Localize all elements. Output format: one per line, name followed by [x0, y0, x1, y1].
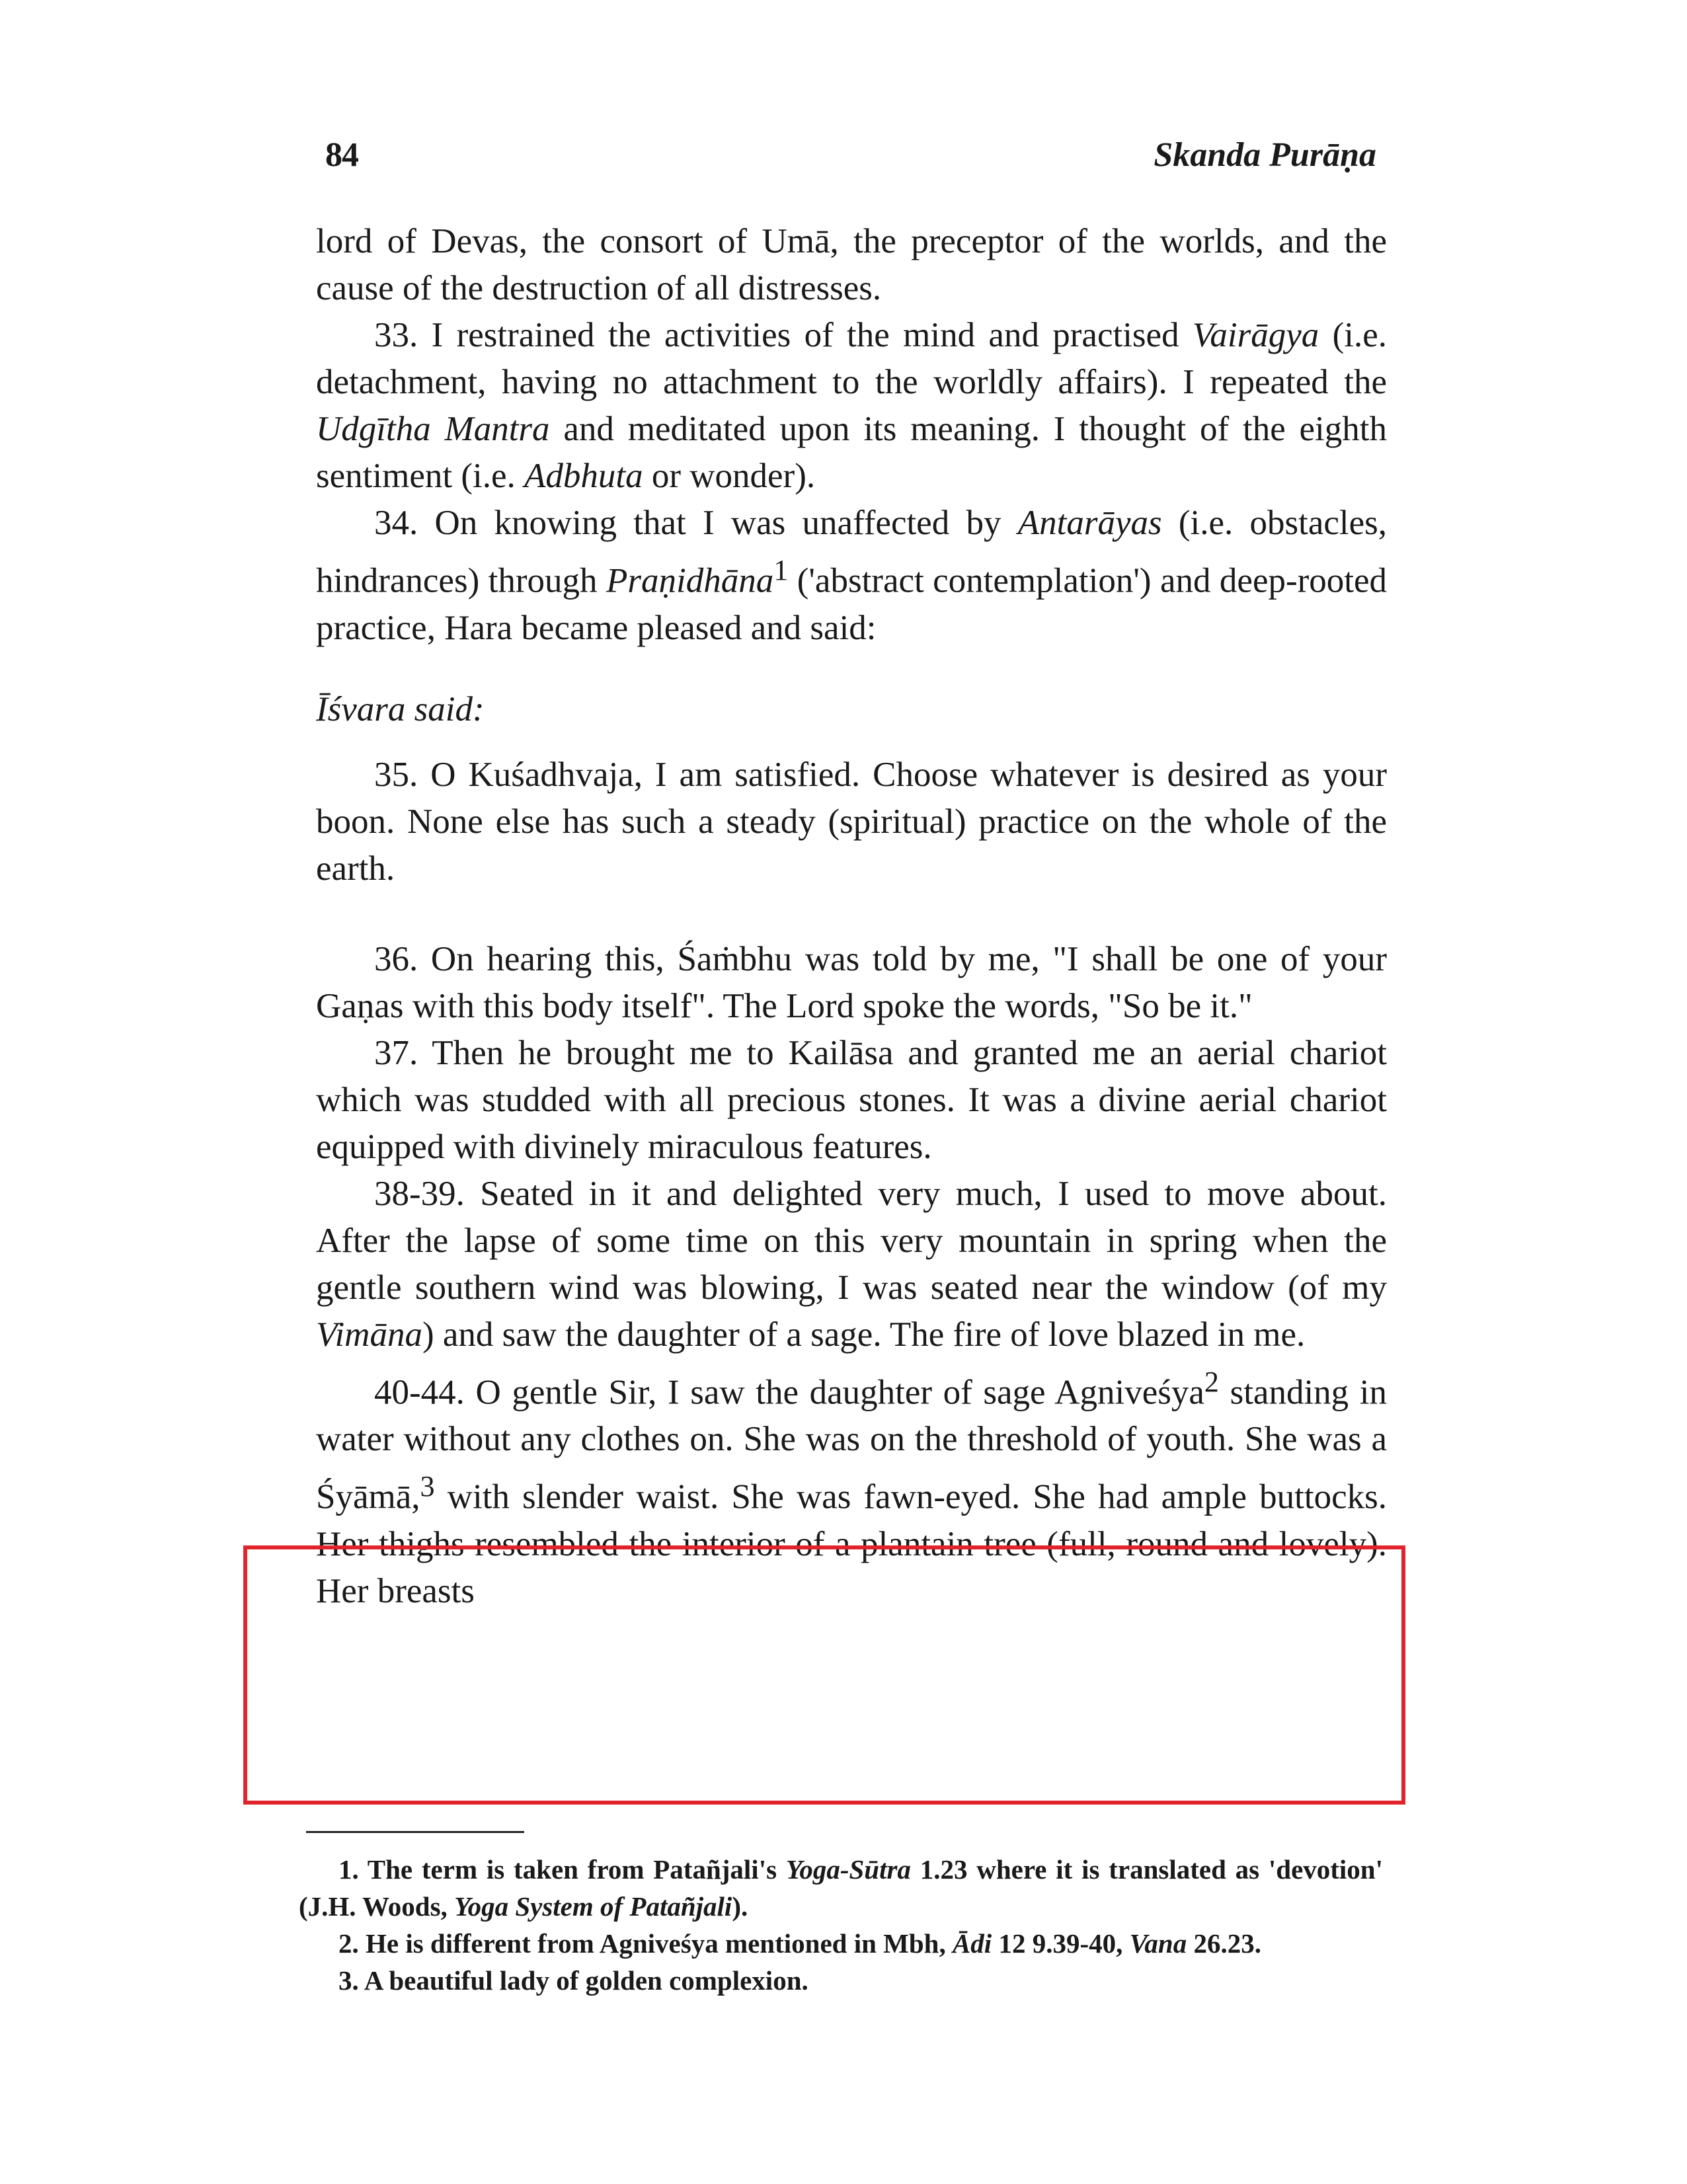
verse-text: O Kuśadhvaja, I am satisfied. Choose whatever is desired as your boon. None else has such a steady (spiritual) practice on the whole of the earth.	[316, 755, 1387, 888]
verse-number: 35.	[374, 755, 418, 794]
verse-text: or wonder).	[651, 457, 816, 495]
footnote-italic: Yoga System of Patañjali	[454, 1891, 732, 1922]
running-title: Skanda Purāṇa	[1154, 136, 1376, 174]
footnote-text: 12 9.39-40,	[998, 1928, 1123, 1959]
verse-35	[316, 752, 1387, 892]
verse-text: standing in water without any clothes on. She was on the threshold of youth. She was a Śyāmā,	[316, 1373, 1387, 1516]
verse-italic-term: Udgītha Mantra	[316, 410, 550, 448]
verse-text: and meditated upon its meaning. I thought of the eighth sentiment (i.e.	[316, 410, 1388, 495]
footnotes	[299, 1851, 1383, 1999]
body-text	[316, 218, 1387, 1615]
verse-number: 37.	[374, 1033, 418, 1072]
verse-italic-term: Antarāyas	[1017, 504, 1162, 542]
footnote-italic: Yoga-Sūtra	[785, 1854, 911, 1885]
footnote-text: 26.23.	[1193, 1928, 1261, 1959]
footnote-marker: 2	[1204, 1365, 1219, 1398]
verse-text: Then he brought me to Kailāsa and granted me an aerial chariot which was studded with all precious stones. It was a divine aerial chariot equipped with divinely miraculous features.	[316, 1033, 1388, 1166]
footnote-text: ).	[732, 1891, 748, 1922]
verse-36	[316, 936, 1387, 1030]
highlight-box	[243, 1545, 1405, 1805]
verse-text: ) and saw the daughter of a sage. The fire of love blazed in me.	[422, 1315, 1306, 1354]
footnote-text: 1.23 where it is translated as 'devotion' (J.H. Woods,	[299, 1854, 1384, 1922]
footnote-italic: Ādi	[952, 1928, 992, 1959]
footnote-marker: 3	[420, 1470, 435, 1503]
verse-number: 36.	[374, 939, 418, 978]
verse-number: 34.	[374, 504, 418, 542]
verse-italic-term: Praṇidhāna	[606, 561, 774, 600]
page-number: 84	[325, 136, 358, 174]
verse-text: On knowing that I was unaffected by	[434, 504, 1001, 542]
footnote-marker: 1	[773, 554, 789, 586]
verse-text: ('abstract contemplation') and deep-rooted practice, Hara became pleased and said:	[316, 561, 1388, 647]
footnote-divider	[306, 1831, 524, 1833]
speaker-label: Īśvara said:	[316, 689, 485, 728]
verse-text: I restrained the activities of the mind and practised	[431, 316, 1179, 354]
verse-37	[316, 1030, 1387, 1171]
footnote-2	[299, 1925, 1383, 1962]
paragraph-continuation: lord of Devas, the consort of Umā, the preceptor of the worlds, and the cause of the destruction of all distresses.	[316, 222, 1387, 307]
verse-italic-term: Vairāgya	[1192, 316, 1319, 354]
verse-text: (i.e. obstacles, hindrances) through	[316, 504, 1388, 600]
verse-text: Seated in it and delighted very much, I used to move about. After the lapse of some time on this very mountain in spring when the gentle southern wind was blowing, I was seated near the window (of my	[316, 1174, 1388, 1307]
verse-34	[316, 500, 1387, 652]
footnote-3: 3. A beautiful lady of golden complexion.	[338, 1965, 808, 1996]
footnote-text: 2. He is different from Agniveśya mentioned in Mbh,	[338, 1928, 946, 1959]
verse-number: 38-39.	[374, 1174, 465, 1213]
verse-text: O gentle Sir, I saw the daughter of sage Agniveśya	[475, 1373, 1204, 1412]
verse-text: (i.e. detachment, having no attachment to the worldly affairs). I repeated the	[316, 316, 1388, 401]
verse-38-39	[316, 1171, 1387, 1358]
verse-33	[316, 312, 1387, 500]
footnote-1	[299, 1851, 1383, 1925]
footnote-text: 1. The term is taken from Patañjali's	[338, 1854, 777, 1885]
verse-number: 33.	[374, 316, 418, 354]
verse-text: On hearing this, Śaṁbhu was told by me, "I shall be one of your Gaṇas with this body itself". The Lord spoke the words, "So be it."	[316, 939, 1387, 1025]
verse-text: with slender waist. She was fawn-eyed. She had ample buttocks. Her thighs resembled the interior of a plantain tree (full, round and lovely). Her breasts	[316, 1477, 1388, 1610]
footnote-italic: Vana	[1129, 1928, 1187, 1959]
verse-number: 40-44.	[374, 1373, 465, 1412]
verse-italic-term: Adbhuta	[524, 457, 643, 495]
verse-italic-term: Vimāna	[316, 1315, 422, 1354]
